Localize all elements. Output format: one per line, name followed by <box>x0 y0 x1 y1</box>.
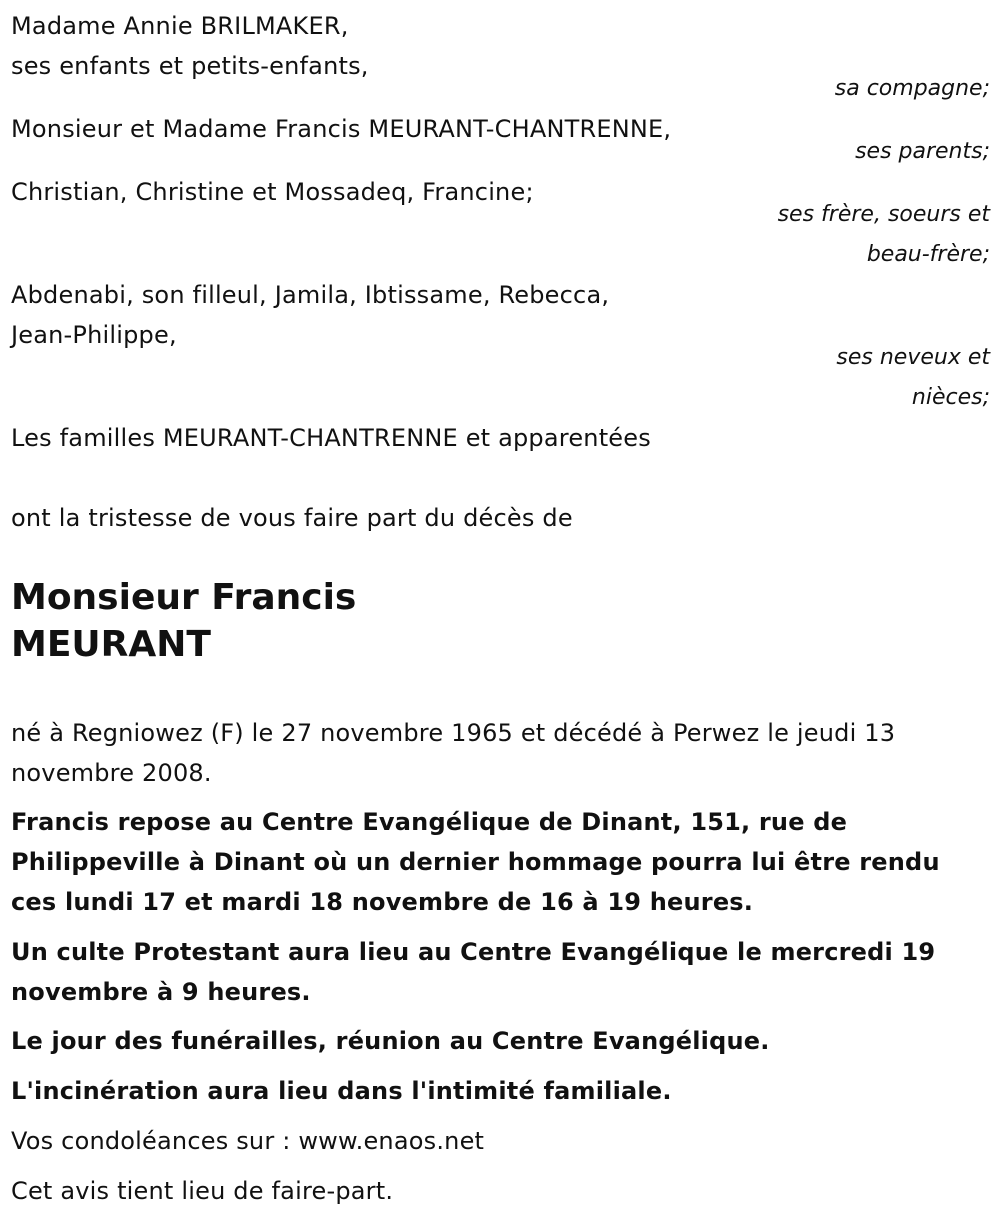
relation-label: ses neveux et <box>836 345 990 370</box>
family-line: ses enfants et petits-enfants, <box>11 52 369 80</box>
relation-label: ses frère, soeurs et <box>777 202 990 227</box>
family-line: Christian, Christine et Mossadeq, Francine; <box>11 178 534 206</box>
relation-label: nièces; <box>911 385 990 410</box>
notice-line: Cet avis tient lieu de faire-part. <box>11 1177 394 1205</box>
family-line: Madame Annie BRILMAKER, <box>11 12 349 40</box>
relation-label: ses parents; <box>855 139 990 164</box>
family-line: Jean-Philippe, <box>11 321 177 349</box>
funeral-line: Le jour des funérailles, réunion au Centre Evangélique. <box>11 1027 770 1055</box>
repose-line: ces lundi 17 et mardi 18 novembre de 16 à 19 heures. <box>11 888 754 916</box>
condolences-line: Vos condoléances sur : www.enaos.net <box>11 1127 485 1155</box>
deceased-name-line: MEURANT <box>11 624 211 665</box>
service-line: Un culte Protestant aura lieu au Centre Evangélique le mercredi 19 <box>11 938 936 966</box>
cremation-line: L'incinération aura lieu dans l'intimité familiale. <box>11 1077 672 1105</box>
deceased-name-line: Monsieur Francis <box>11 577 357 618</box>
relation-label: sa compagne; <box>834 76 990 101</box>
birth-death-line: novembre 2008. <box>11 759 212 787</box>
announcement-text: ont la tristesse de vous faire part du décès de <box>11 504 573 532</box>
repose-line: Philippeville à Dinant où un dernier hommage pourra lui être rendu <box>11 848 940 876</box>
relation-label: beau-frère; <box>866 242 990 267</box>
service-line: novembre à 9 heures. <box>11 978 311 1006</box>
family-line: Monsieur et Madame Francis MEURANT-CHANTRENNE, <box>11 115 672 143</box>
birth-death-line: né à Regniowez (F) le 27 novembre 1965 et décédé à Perwez le jeudi 13 <box>11 719 896 747</box>
family-line: Les familles MEURANT-CHANTRENNE et apparentées <box>11 424 651 452</box>
family-line: Abdenabi, son filleul, Jamila, Ibtissame, Rebecca, <box>11 281 610 309</box>
repose-line: Francis repose au Centre Evangélique de Dinant, 151, rue de <box>11 808 848 836</box>
